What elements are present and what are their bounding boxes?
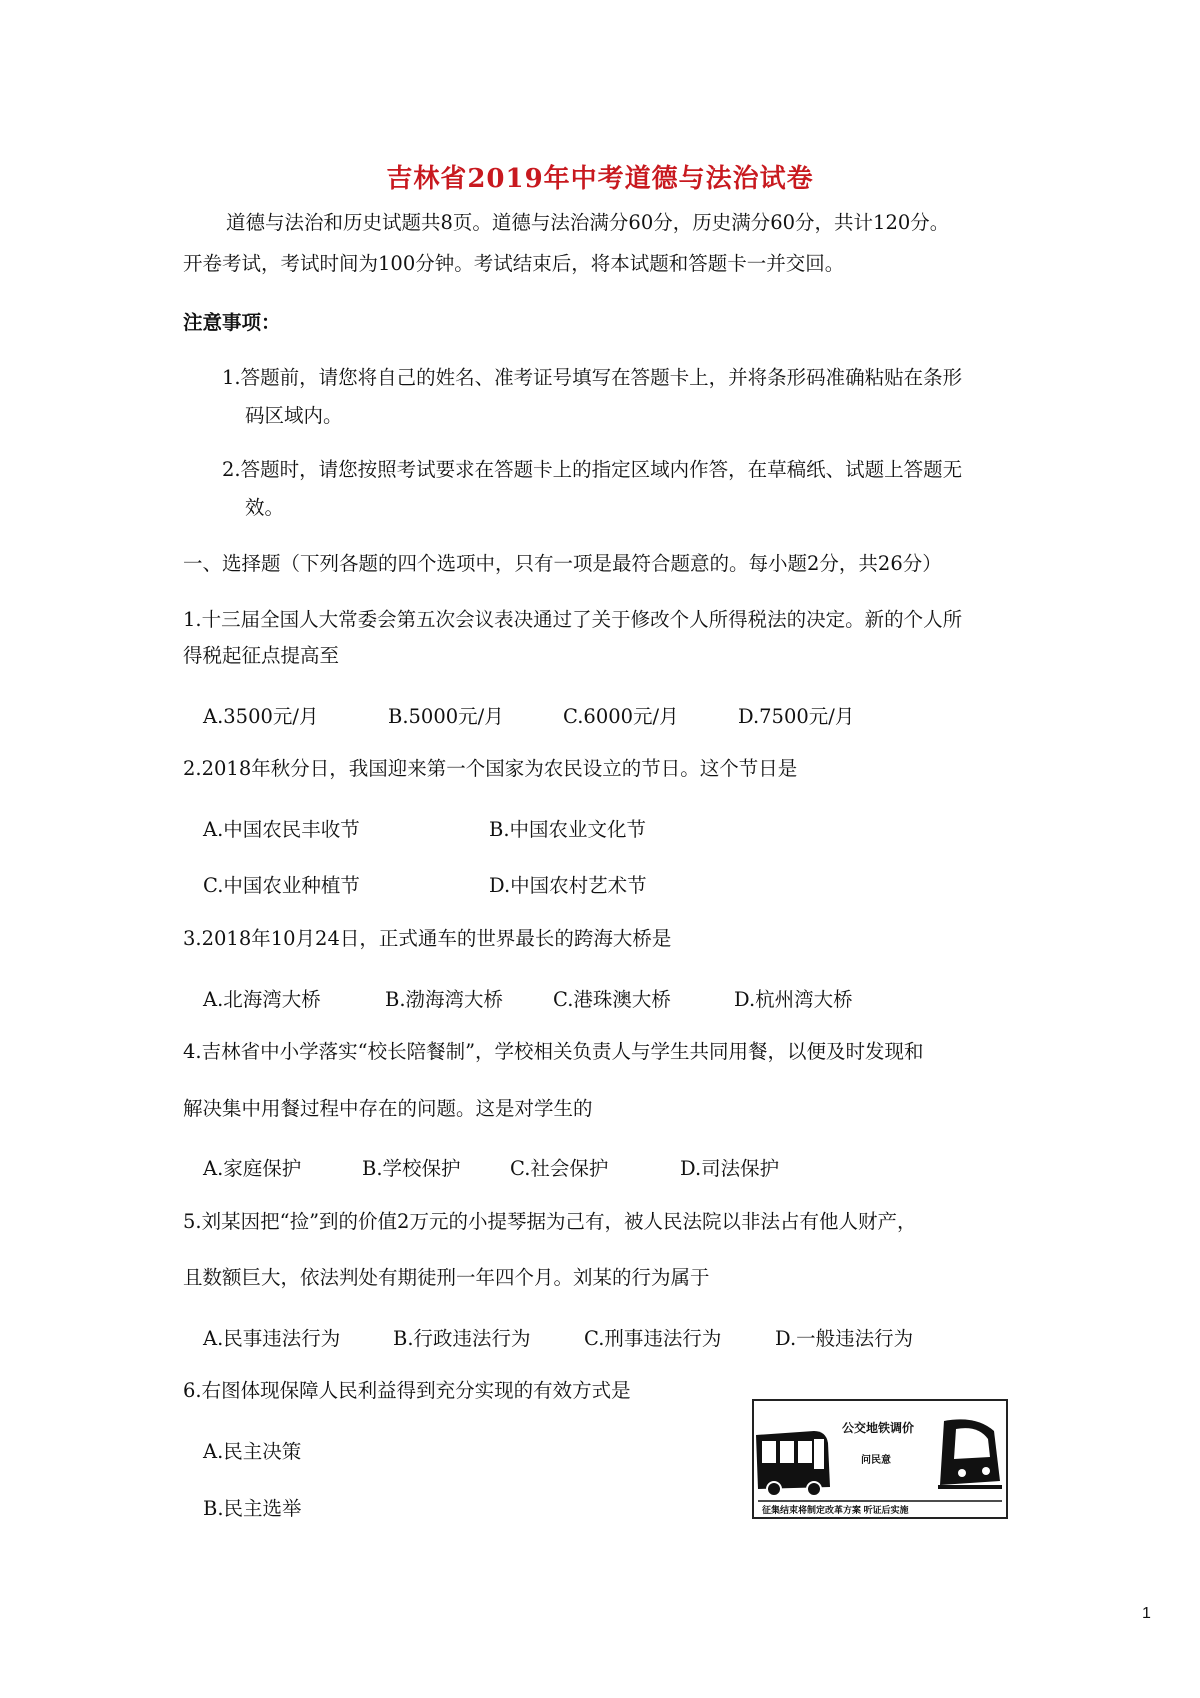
q5-line-2: 且数额巨大，依法判处有期徒刑一年四个月。刘某的行为属于	[183, 1266, 710, 1289]
note-item-1-line-1: 1.答题前，请您将自己的姓名、准考证号填写在答题卡上，并将条形码准确粘贴在条形	[222, 366, 963, 389]
poster-headline: 公交地铁调价	[842, 1421, 915, 1435]
note-item-2-line-1: 2.答题时，请您按照考试要求在答题卡上的指定区域内作答，在草稿纸、试题上答题无	[222, 458, 963, 481]
q2-line-1: 2.2018年秋分日，我国迎来第一个国家为农民设立的节日。这个节日是	[183, 757, 798, 780]
q1-line-2: 得税起征点提高至	[183, 644, 340, 667]
note-item-2-line-2: 效。	[245, 496, 285, 519]
q4-option-b: B.学校保护	[362, 1157, 461, 1180]
intro-line-2: 开卷考试，考试时间为100分钟。考试结束后，将本试题和答题卡一并交回。	[183, 252, 845, 275]
poster-caption: 征集结束将制定改革方案 听证后实施	[762, 1505, 909, 1515]
q1-option-d: D.7500元/月	[738, 705, 855, 728]
q5-option-b: B.行政违法行为	[393, 1327, 531, 1350]
q3-option-b: B.渤海湾大桥	[385, 988, 504, 1011]
q5-line-1: 5.刘某因把“捡”到的价值2万元的小提琴据为己有，被人民法院以非法占有他人财产，	[183, 1210, 917, 1233]
bus-icon	[756, 1431, 830, 1496]
q6-line-1: 6.右图体现保障人民利益得到充分实现的有效方式是	[183, 1379, 631, 1402]
q5-option-a: A.民事违法行为	[203, 1327, 341, 1350]
q3-option-c: C.港珠澳大桥	[553, 988, 671, 1011]
q4-line-2: 解决集中用餐过程中存在的问题。这是对学生的	[183, 1097, 593, 1120]
notes-heading: 注意事项：	[183, 311, 281, 334]
q2-option-d: D.中国农村艺术节	[489, 874, 647, 897]
q3-option-a: A.北海湾大桥	[203, 988, 321, 1011]
poster-subtitle: 问民意	[861, 1455, 891, 1466]
intro-line-1: 道德与法治和历史试题共8页。道德与法治满分60分，历史满分60分，共计120分。	[226, 211, 950, 234]
metro-train-icon	[938, 1419, 1002, 1489]
q3-option-d: D.杭州湾大桥	[734, 988, 853, 1011]
q1-option-a: A.3500元/月	[203, 705, 319, 728]
q1-option-b: B.5000元/月	[388, 705, 504, 728]
q6-option-b: B.民主选举	[203, 1497, 302, 1520]
q2-option-c: C.中国农业种植节	[203, 874, 360, 897]
page-title: 吉林省2019年中考道德与法治试卷	[386, 164, 814, 194]
q5-option-d: D.一般违法行为	[775, 1327, 914, 1350]
q4-option-c: C.社会保护	[510, 1157, 609, 1180]
section-1-heading: 一、选择题（下列各题的四个选项中，只有一项是最符合题意的。每小题2分，共26分）	[183, 552, 942, 575]
q4-option-d: D.司法保护	[680, 1157, 780, 1180]
q5-option-c: C.刑事违法行为	[584, 1327, 722, 1350]
q3-line-1: 3.2018年10月24日，正式通车的世界最长的跨海大桥是	[183, 927, 672, 950]
q4-line-1: 4.吉林省中小学落实“校长陪餐制”，学校相关负责人与学生共同用餐，以便及时发现和	[183, 1040, 924, 1063]
q2-option-b: B.中国农业文化节	[489, 818, 647, 841]
q4-option-a: A.家庭保护	[203, 1157, 302, 1180]
transit-poster-image	[752, 1399, 1008, 1519]
q1-option-c: C.6000元/月	[563, 705, 679, 728]
q6-option-a: A.民主决策	[203, 1440, 302, 1463]
note-item-1-line-2: 码区域内。	[245, 404, 343, 427]
q1-line-1: 1.十三届全国人大常委会第五次会议表决通过了关于修改个人所得税法的决定。新的个人所	[183, 608, 963, 631]
page-number: 1	[1142, 1605, 1151, 1622]
q2-option-a: A.中国农民丰收节	[203, 818, 360, 841]
